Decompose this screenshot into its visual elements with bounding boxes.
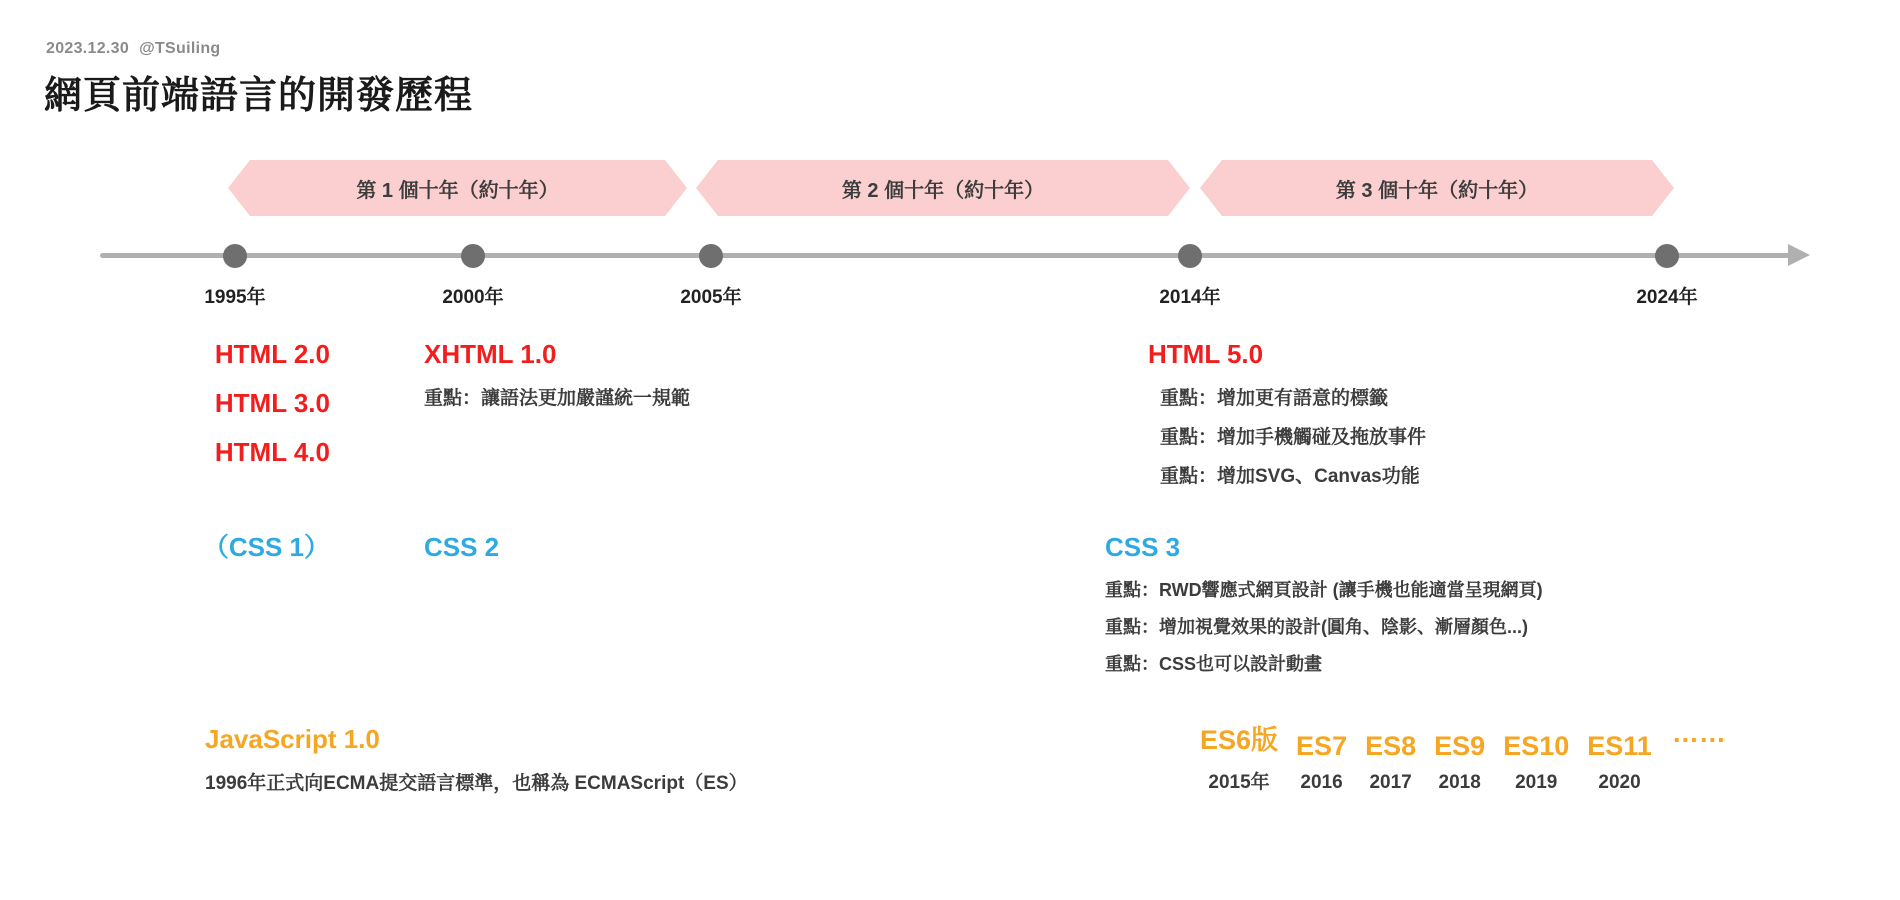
css3-note-3: 重點：CSS也可以設計動畫 [1105,654,1323,674]
timeline-label-2000: 2000年 [442,287,504,308]
es11-year: 2020 [1598,772,1641,793]
es-release-item [1503,731,1569,794]
header-meta [46,40,220,58]
html-versions-1995 [120,330,330,477]
html-version-2: HTML 2.0 [214,339,330,369]
timeline-node-2000 [461,244,485,268]
xhtml-note-1: 重點：讓語法更加嚴謹統一規範 [424,388,691,409]
publish-date: 2023.12.30 [46,40,130,57]
timeline-axis-arrow-icon [1788,244,1810,266]
css-version-1995 [120,523,330,572]
es7-year: 2016 [1300,772,1343,793]
css3-note-2: 重點：增加視覺效果的設計(圓角、陰影、漸層顏色...) [1105,617,1528,637]
es6-name: ES6版 [1200,725,1279,755]
decade-band-1-label: 第 1 個十年（約十年） [356,179,559,202]
html-version-3: HTML 3.0 [214,388,330,418]
es10-name: ES10 [1503,731,1570,761]
javascript-version: JavaScript 1.0 [205,724,380,754]
es11-name: ES11 [1587,731,1652,761]
javascript-note: 1996年正式向ECMA提交語言標準，也稱為 ECMAScript（ES） [205,773,748,794]
decade-band-3 [1222,160,1652,216]
es-release-row [1200,718,1726,794]
es-more-ellipsis: …… [1671,718,1726,748]
author-handle: @TSuiling [139,40,221,57]
es-release-item [1365,731,1416,794]
es-releases [1200,718,1726,794]
timeline-label-2014: 2014年 [1159,287,1221,308]
timeline-node-2005 [699,244,723,268]
es9-name: ES9 [1434,731,1486,761]
page-title: 網頁前端語言的開發歷程 [44,75,474,117]
decade-band-2 [718,160,1168,216]
decade-band-1 [250,160,665,216]
timeline-axis [100,253,1790,258]
html-versions-2000 [424,330,690,418]
css1-version: （CSS 1） [202,532,330,562]
es8-name: ES8 [1365,731,1417,761]
es10-year: 2019 [1515,772,1558,793]
es-release-item [1296,731,1347,794]
es9-year: 2018 [1438,772,1481,793]
html-versions-2014 [1148,330,1426,496]
html5-note-3: 重點：增加SVG、Canvas功能 [1160,466,1420,487]
timeline-label-2005: 2005年 [680,287,742,308]
es-release-item [1434,731,1485,794]
timeline-node-2024 [1655,244,1679,268]
html5-note-2: 重點：增加手機觸碰及拖放事件 [1160,427,1427,448]
decade-band-3-label: 第 3 個十年（約十年） [1335,179,1539,202]
css-version-2014 [1105,523,1543,683]
timeline-label-2024: 2024年 [1636,287,1698,308]
es-release-item [1587,731,1652,794]
es6-year: 2015年 [1208,772,1270,793]
xhtml-version: XHTML 1.0 [424,339,557,369]
es7-name: ES7 [1296,731,1348,761]
css3-version: CSS 3 [1105,532,1181,562]
html-version-4: HTML 4.0 [214,437,330,467]
timeline-node-1995 [223,244,247,268]
css-version-2000 [424,523,499,572]
es8-year: 2017 [1369,772,1412,793]
html5-version: HTML 5.0 [1148,339,1264,369]
css3-note-1: 重點：RWD響應式網頁設計 (讓手機也能適當呈現網頁) [1105,580,1543,600]
html5-note-1: 重點：增加更有語意的標籤 [1160,388,1389,409]
css2-version: CSS 2 [424,532,500,562]
timeline-node-2014 [1178,244,1202,268]
timeline-label-1995: 1995年 [204,287,266,308]
decade-band-2-label: 第 2 個十年（約十年） [841,179,1045,202]
js-version-1996 [205,715,748,803]
es-release-item [1200,718,1278,794]
